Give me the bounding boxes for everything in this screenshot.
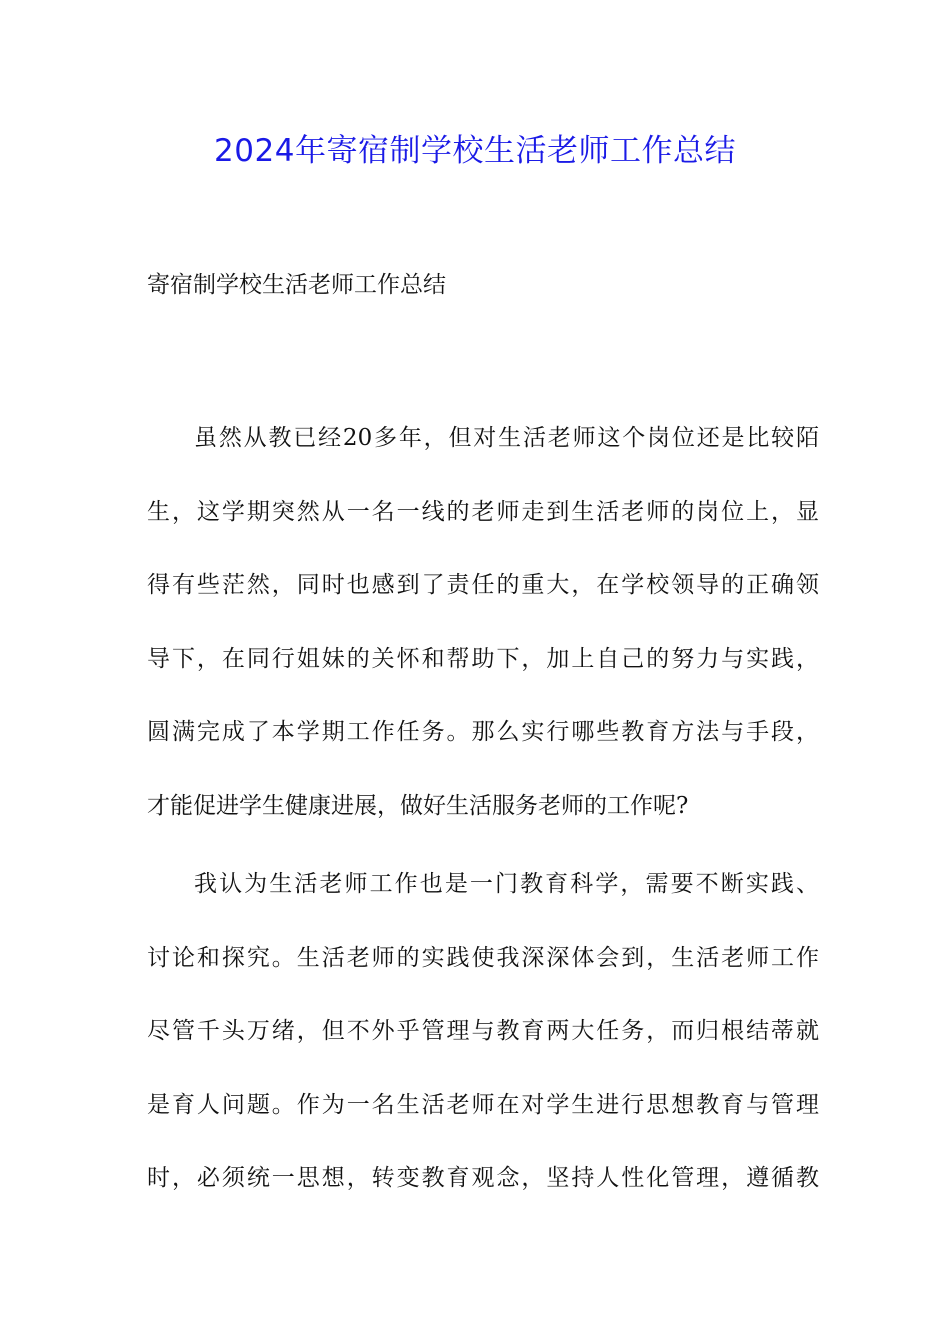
document-title: 2024年寄宿制学校生活老师工作总结 [214, 133, 736, 169]
paragraph-line: 是育人问题。作为一名生活老师在对学生进行思想教育与管理 [147, 1091, 819, 1118]
paragraph-line: 时，必须统一思想，转变教育观念，坚持人性化管理，遵循教 [147, 1165, 819, 1191]
paragraph-1 [147, 420, 819, 861]
paragraph-line: 圆满完成了本学期工作任务。那么实行哪些教育方法与手段， [147, 719, 819, 745]
paragraph-line: 虽然从教已经20多年，但对生活老师这个岗位还是比较陌 [194, 425, 819, 451]
paragraph-line: 生，这学期突然从一名一线的老师走到生活老师的岗位上，显 [147, 498, 819, 525]
document-subtitle: 寄宿制学校生活老师工作总结 [147, 272, 446, 298]
paragraph-line: 得有些茫然，同时也感到了责任的重大，在学校领导的正确领 [147, 572, 819, 598]
paragraph-line: 我认为生活老师工作也是一门教育科学，需要不断实践、 [194, 871, 819, 897]
paragraph-line: 尽管千头万绪，但不外乎管理与教育两大任务，而归根结蒂就 [147, 1018, 819, 1044]
paragraph-line: 讨论和探究。生活老师的实践使我深深体会到，生活老师工作 [147, 944, 819, 971]
paragraph-line: 才能促进学生健康进展，做好生活服务老师的工作呢? [147, 792, 689, 819]
paragraph-2 [147, 866, 819, 1234]
paragraph-line: 导下，在同行姐妹的关怀和帮助下，加上自己的努力与实践， [147, 645, 819, 672]
